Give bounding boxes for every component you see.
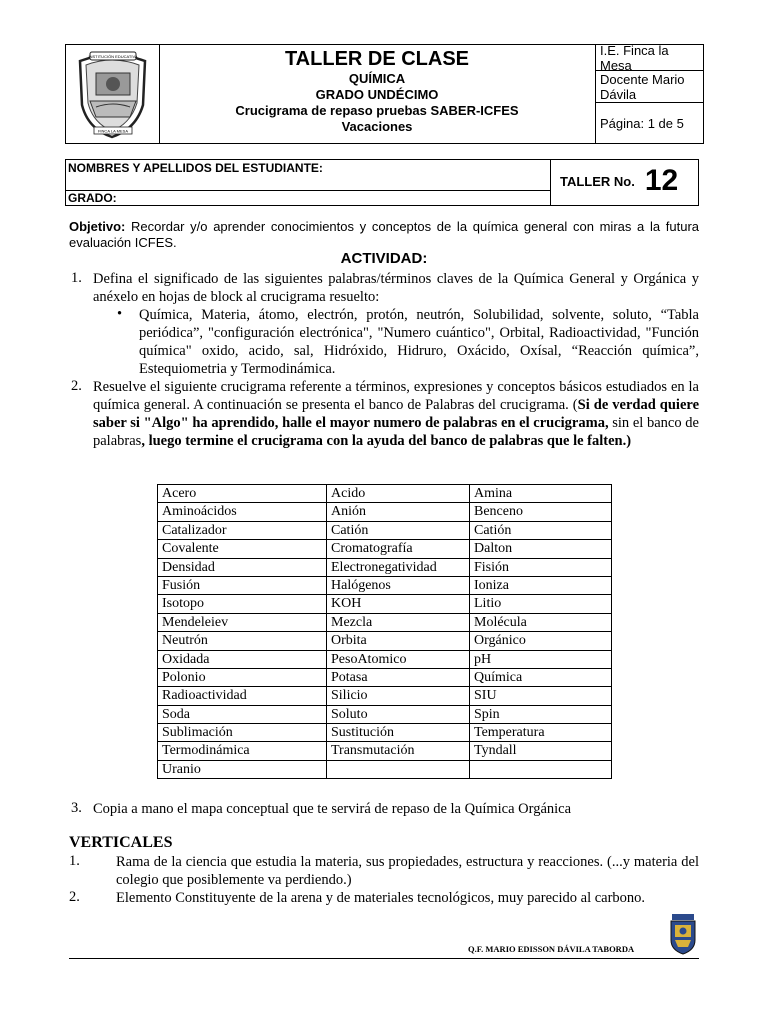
title-cell xyxy=(159,45,596,143)
word-cell: Densidad xyxy=(158,558,327,576)
word-cell: Mezcla xyxy=(327,613,470,631)
word-cell: Litio xyxy=(470,595,612,613)
objective-label: Objetivo: xyxy=(69,219,126,234)
table-row xyxy=(158,540,612,558)
teacher-name-text: Docente Mario Dávila xyxy=(600,71,685,102)
word-cell: Isotopo xyxy=(158,595,327,613)
divider xyxy=(550,160,551,205)
footer-crest-icon xyxy=(668,912,698,956)
student-box xyxy=(65,159,699,206)
word-cell: SIU xyxy=(470,687,612,705)
header-table xyxy=(65,44,704,144)
word-cell: Covalente xyxy=(158,540,327,558)
page-number xyxy=(596,103,703,143)
word-bank-table xyxy=(157,484,612,779)
teacher-signature: Q.F. MARIO EDISSON DÁVILA TABORDA xyxy=(468,944,635,954)
subtitle: Crucigrama de repaso pruebas SABER-ICFES xyxy=(235,103,519,118)
word-cell: Molécula xyxy=(470,613,612,631)
word-cell: pH xyxy=(470,650,612,668)
word-cell: Polonio xyxy=(158,668,327,686)
table-row xyxy=(158,724,612,742)
table-row xyxy=(158,687,612,705)
table-row xyxy=(158,705,612,723)
word-cell: Ioniza xyxy=(470,576,612,594)
item3-text: Copia a mano el mapa conceptual que te servirá de repaso de la Química Orgánica xyxy=(93,801,572,817)
word-cell: KOH xyxy=(327,595,470,613)
item2-bold-b: , luego termine el crucigrama con la ayuda del banco de palabras que le falten.) xyxy=(141,433,632,449)
word-cell: Sustitución xyxy=(327,724,470,742)
school-crest-icon xyxy=(66,45,159,143)
word-cell xyxy=(327,760,470,778)
word-cell: Electronegatividad xyxy=(327,558,470,576)
table-row xyxy=(158,576,612,594)
word-cell: Amina xyxy=(470,485,612,503)
word-cell: Orbita xyxy=(327,632,470,650)
item2-text-a: Resuelve el siguiente crucigrama referente a términos, expresiones y conceptos básicos estudiados en la química general. A continuación se presenta el banco de Palabras del crucigrama. ( xyxy=(93,379,699,413)
word-cell: PesoAtomico xyxy=(327,650,470,668)
objective-text: Recordar y/o aprender conocimientos y conceptos de la química general con miras a la futura evaluación ICFES. xyxy=(69,219,699,250)
word-cell: Potasa xyxy=(327,668,470,686)
word-cell: Catalizador xyxy=(158,521,327,539)
item3-number: 3. xyxy=(71,800,82,816)
page-number-text: Página: 1 de 5 xyxy=(600,115,684,131)
table-row xyxy=(158,595,612,613)
word-cell: Oxidada xyxy=(158,650,327,668)
word-cell: Silicio xyxy=(327,687,470,705)
word-cell: Anión xyxy=(327,503,470,521)
word-cell: Química xyxy=(470,668,612,686)
verticales-title: VERTICALES xyxy=(69,834,173,851)
school-name-text: I.E. Finca la Mesa xyxy=(600,42,669,73)
table-row xyxy=(158,742,612,760)
item2-number: 2. xyxy=(71,378,82,394)
word-cell: Mendeleiev xyxy=(158,613,327,631)
item1-text: Defina el significado de las siguientes palabras/términos claves de la Química General y Orgánica y anéxelo en hojas de block al crucigrama resuelto: xyxy=(93,271,699,305)
grade-label: GRADO: xyxy=(68,191,117,205)
v1-number: 1. xyxy=(69,853,80,869)
table-row xyxy=(158,521,612,539)
subject: QUÍMICA xyxy=(348,71,406,86)
word-cell: Spin xyxy=(470,705,612,723)
table-row xyxy=(158,503,612,521)
word-cell: Dalton xyxy=(470,540,612,558)
school-name xyxy=(596,42,703,73)
v2-text: Elemento Constituyente de la arena y de materiales tecnológicos, muy parecido al carbono. xyxy=(116,890,646,906)
word-cell: Neutrón xyxy=(158,632,327,650)
logo-bottom-text: FINCA LA MESA xyxy=(97,128,129,134)
word-cell: Uranio xyxy=(158,760,327,778)
taller-label: TALLER No. xyxy=(560,173,635,189)
word-cell: Catión xyxy=(470,521,612,539)
word-cell: Tyndall xyxy=(470,742,612,760)
table-row xyxy=(158,668,612,686)
objective xyxy=(69,219,699,251)
word-cell: Sublimación xyxy=(158,724,327,742)
word-cell xyxy=(470,760,612,778)
grade-title: GRADO UNDÉCIMO xyxy=(315,87,439,102)
taller-number: 12 xyxy=(644,164,679,197)
word-cell: Soluto xyxy=(327,705,470,723)
word-cell: Fisión xyxy=(470,558,612,576)
activity-title: ACTIVIDAD: xyxy=(340,250,428,267)
footer-divider xyxy=(69,958,699,959)
item2-bold-a: Si de verdad quiere saber si "Algo" ha aprendido, halle el mayor numero de palabras en el crucigrama, xyxy=(93,397,700,431)
word-cell: Temperatura xyxy=(470,724,612,742)
word-cell: Acido xyxy=(327,485,470,503)
table-row xyxy=(158,650,612,668)
v2-number: 2. xyxy=(69,889,80,905)
word-cell: Orgánico xyxy=(470,632,612,650)
word-cell: Radioactividad xyxy=(158,687,327,705)
taller-number-box xyxy=(560,164,678,198)
word-cell: Acero xyxy=(158,485,327,503)
teacher-name xyxy=(596,71,703,103)
item1-number: 1. xyxy=(71,270,82,286)
v1-text: Rama de la ciencia que estudia la materia, sus propiedades, estructura y reacciones. (...y materia del colegio que posiblemente va perdiendo.) xyxy=(116,854,699,888)
table-row xyxy=(158,613,612,631)
item1-bullet: Química, Materia, átomo, electrón, protón, neutrón, Solubilidad, solvente, soluto, “Tabla periódica”, "configuración electrónica", "Numero cuántico", Orbital, Radioactividad, "Función química" oxido, acido, sal, Hidróxido, Hidruro, Oxácido, Oxísal, “Reacción química”, Estequiometria y Termodinámica. xyxy=(139,307,699,377)
word-cell: Soda xyxy=(158,705,327,723)
word-cell: Termodinámica xyxy=(158,742,327,760)
bullet-icon: • xyxy=(117,306,123,322)
word-cell: Transmutación xyxy=(327,742,470,760)
names-label: NOMBRES Y APELLIDOS DEL ESTUDIANTE: xyxy=(68,161,323,175)
logo-top-text: INSTITUCIÓN EDUCATIVA xyxy=(88,54,138,59)
table-row xyxy=(158,632,612,650)
word-cell: Cromatografía xyxy=(327,540,470,558)
school-logo-cell xyxy=(66,45,160,143)
table-row xyxy=(158,760,612,778)
table-row xyxy=(158,558,612,576)
word-cell: Catión xyxy=(327,521,470,539)
word-cell: Aminoácidos xyxy=(158,503,327,521)
table-row xyxy=(158,485,612,503)
word-cell: Halógenos xyxy=(327,576,470,594)
item2-text xyxy=(93,378,699,450)
divider xyxy=(66,190,550,191)
period: Vacaciones xyxy=(341,119,413,134)
word-cell: Fusión xyxy=(158,576,327,594)
page-title: TALLER DE CLASE xyxy=(284,48,470,70)
item2-text-b: sin el banco de palabras xyxy=(93,415,699,449)
word-cell: Benceno xyxy=(470,503,612,521)
